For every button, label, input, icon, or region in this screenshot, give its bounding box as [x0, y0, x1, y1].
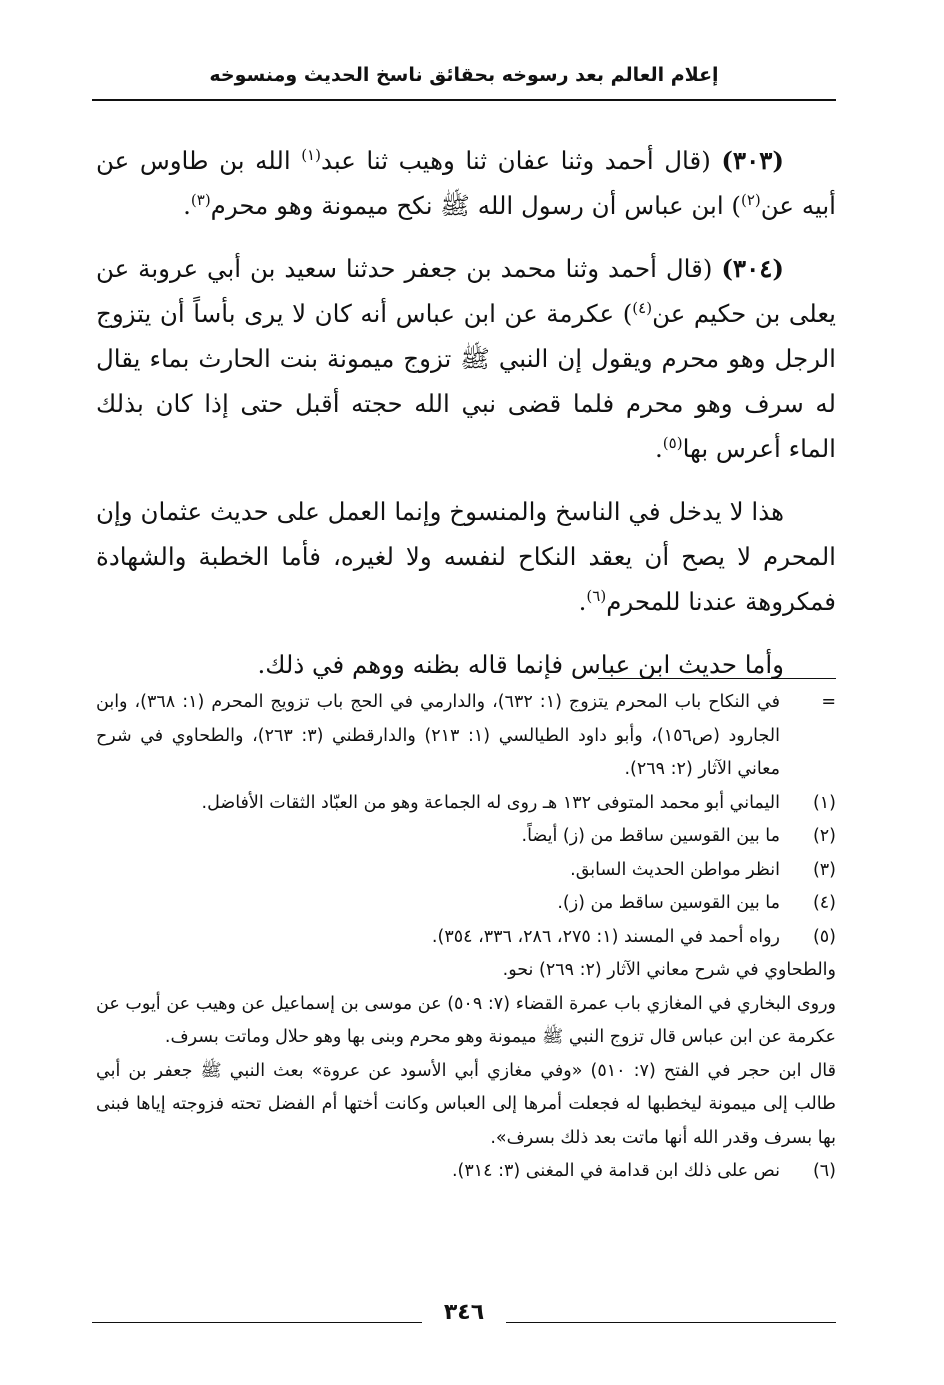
hadith-number: (٣٠٣): [721, 146, 784, 175]
continuation-marker: =: [821, 692, 836, 712]
hadith-number: (٣٠٤): [721, 254, 784, 283]
closing-sentence: وأما حديث ابن عباس فإنما قاله بظنه ووهم في ذلك.: [257, 650, 784, 679]
hadith-text: (قال أحمد وثنا عفان ثنا وهيب ثنا عبد: [320, 146, 722, 175]
footnote-continuation: [96, 686, 836, 787]
footnote-5-continuation: وروى البخاري في المغازي باب عمرة القضاء (٧: ٥٠٩) عن موسى بن إسماعيل عن وهيب عن أيوب عن عكرمة عن ابن عباس قال تزوج النبي ﷺ ميمونة وهو محرم وبنى بها وهو حلال وماتت بسرف.: [96, 993, 836, 1047]
footnote-2: [96, 820, 836, 854]
footnote-text: ما بين القوسين ساقط من (ز).: [557, 893, 780, 913]
hadith-text: .: [654, 434, 663, 463]
footnote-5: [96, 921, 836, 955]
footnote-ref: (٣): [190, 190, 211, 209]
footnote-3: [96, 854, 836, 888]
hadith-text: ) ابن عباس أن رسول الله ﷺ نكح ميمونة وهو محرم: [210, 191, 741, 220]
footnote-text: انظر مواطن الحديث السابق.: [570, 859, 780, 880]
footnote-marker: (٢): [812, 826, 836, 846]
page-footer: [92, 1300, 836, 1328]
footnote-marker: (٦): [812, 1161, 836, 1181]
page-number: ٣٤٦: [443, 1300, 485, 1325]
running-header: إعلام العالم بعد رسوخه بحقائق ناسخ الحديث ومنسوخه: [209, 64, 719, 86]
hadith-text: (قال أحمد وثنا محمد بن جعفر حدثنا سعيد بن أبي عروبة عن يعلى بن حكيم عن: [96, 254, 836, 328]
footnote-rule: [598, 678, 836, 679]
footnote-ref: (٦): [586, 586, 607, 605]
footnote-marker: (٤): [812, 893, 836, 913]
hadith-303: [96, 138, 836, 228]
footnote-ref: (٥): [662, 433, 683, 452]
footnote-1: [96, 787, 836, 821]
main-text: [96, 138, 836, 705]
header-rule: [92, 99, 836, 101]
footnote-text: نص على ذلك ابن قدامة في المغنى (٣: ٣١٤).: [451, 1161, 780, 1181]
comment-text: .: [578, 587, 587, 616]
footnote-marker: (٥): [812, 926, 836, 947]
footnote-marker: (٣): [812, 859, 836, 880]
footnote-text: في النكاح باب المحرم يتزوج (١: ٦٣٢)، والدارمي في الحج باب تزويج المحرم (١: ٣٦٨)، وابن الجارود (ص١٥٦)، وأبو داود الطيالسي (١: ٢١٣) والدارقطني (٣: ٢٦٣)، والطحاوي في شرح معاني الآثار (٢: ٢٦٩).: [96, 692, 780, 779]
hadith-text: ) عكرمة عن ابن عباس أنه كان لا يرى بأساً أن يتزوج الرجل وهو محرم ويقول إن النبي ﷺ تزوج ميمونة بنت الحارث بماء يقال له سرف وهو محرم فلما قضى نبي الله حجته أقبل حتى إذا كان بذلك الماء أعرس بها: [96, 299, 836, 463]
footnotes: [96, 686, 836, 1189]
footnote-4: [96, 887, 836, 921]
footnote-5-continuation: والطحاوي في شرح معاني الآثار (٢: ٢٦٩) نحو.: [502, 960, 836, 980]
comment-text: هذا لا يدخل في الناسخ والمنسوخ وإنما العمل على حديث عثمان وإن المحرم لا يصح أن يعقد النكاح لنفسه ولا لغيره، فأما الخطبة والشهادة فمكروهة عندنا للمحرم: [96, 497, 836, 616]
footer-rule: [506, 1322, 836, 1323]
footnote-text: رواه أحمد في المسند (١: ٢٧٥، ٢٨٦، ٣٣٦، ٣٥٤).: [431, 926, 780, 947]
footnote-marker: (١): [812, 792, 836, 813]
footnote-ref: (٢): [741, 190, 761, 209]
footnote-text: ما بين القوسين ساقط من (ز) أيضاً.: [521, 826, 780, 846]
footnote-ref: (٤): [632, 298, 653, 317]
hadith-text: .: [183, 191, 191, 220]
footer-rule: [92, 1322, 422, 1323]
author-comment: [96, 489, 836, 624]
footnote-5-continuation: قال ابن حجر في الفتح (٧: ٥١٠) «وفي مغازي أبي الأسود عن عروة» بعث النبي ﷺ جعفر بن أبي طالب إلى ميمونة ليخطبها له فجعلت أمرها إلى العباس وكانت أختها أم الفضل تحته فزوجته إياها فبنى بها بسرف وقدر الله أنها ماتت بعد ذلك بسرف».: [96, 1060, 836, 1148]
hadith-304: [96, 246, 836, 471]
hadith-text: الله بن طاوس عن أبيه عن: [96, 146, 836, 220]
footnote-ref: (١): [301, 145, 321, 164]
footnote-6: [96, 1155, 836, 1189]
footnote-text: اليماني أبو محمد المتوفى ١٣٢ هـ روى له الجماعة وهو من العبّاد الثقات الأفاضل.: [201, 792, 780, 813]
